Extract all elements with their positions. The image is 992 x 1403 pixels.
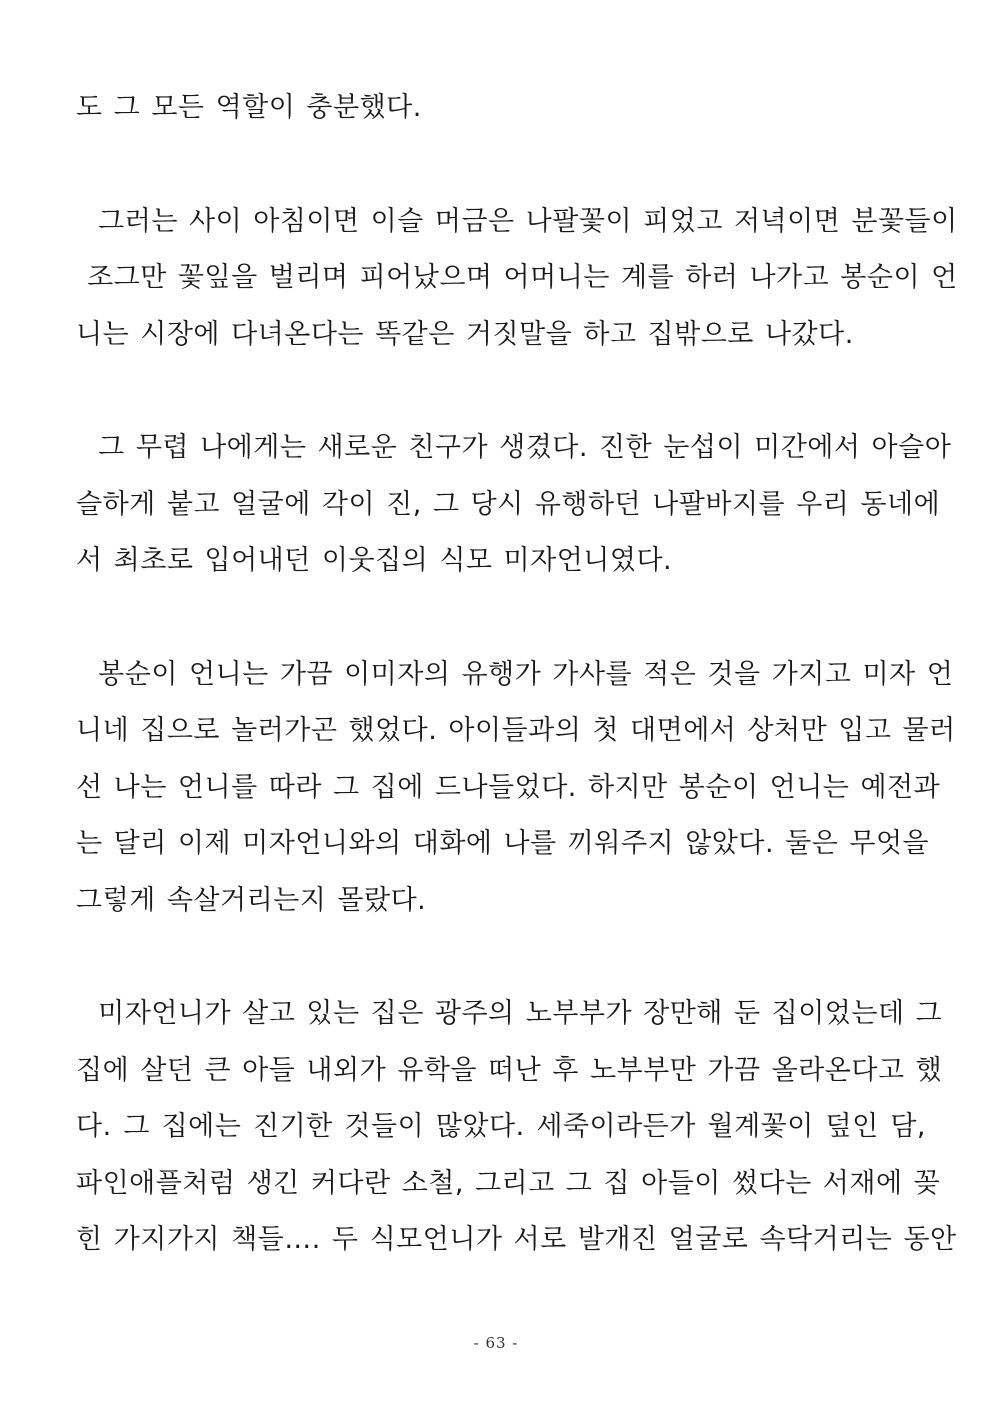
text-line: 미자언니가 살고 있는 집은 광주의 노부부가 장만해 둔 집이었는데 그 bbox=[76, 998, 943, 1029]
text-line: 그 무렵 나에게는 새로운 친구가 생겼다. 진한 눈섭이 미간에서 아슬아 bbox=[76, 432, 952, 463]
text-line: 니는 시장에 다녀온다는 똑같은 거짓말을 하고 집밖으로 나갔다. bbox=[76, 319, 854, 350]
text-line: 는 달리 이제 미자언니와의 대화에 나를 끼워주지 않았다. 둘은 무엇을 bbox=[76, 828, 930, 859]
text-line: 선 나는 언니를 따라 그 집에 드나들었다. 하지만 봉순이 언니는 예전과 bbox=[76, 772, 941, 803]
text-line: 슬하게 붙고 얼굴에 각이 진, 그 당시 유행하던 나팔바지를 우리 동네에 bbox=[76, 489, 941, 520]
page-number: - 63 - bbox=[473, 1334, 519, 1352]
text-line: 집에 살던 큰 아들 내외가 유학을 떠난 후 노부부만 가끔 올라온다고 했 bbox=[76, 1055, 943, 1086]
text-line: 서 최초로 입어내던 이웃집의 식모 미자언니였다. bbox=[76, 545, 673, 576]
text-line: 파인애플처럼 생긴 커다란 소철, 그리고 그 집 아들이 썼다는 서재에 꽂 bbox=[76, 1168, 941, 1199]
text-line: 그렇게 속살거리는지 몰랐다. bbox=[76, 885, 427, 916]
text-line: 그러는 사이 아침이면 이슬 머금은 나팔꽃이 피었고 저녁이면 분꽃들이 bbox=[76, 206, 958, 237]
text-line: 다. 그 집에는 진기한 것들이 많았다. 세죽이라든가 월계꽃이 덮인 담, bbox=[76, 1111, 926, 1142]
text-line: 봉순이 언니는 가끔 이미자의 유행가 가사를 적은 것을 가지고 미자 언 bbox=[76, 659, 954, 690]
text-line: 니네 집으로 놀러가곤 했었다. 아이들과의 첫 대면에서 상처만 입고 물러 bbox=[76, 715, 956, 746]
text-line: 조그만 꽃잎을 벌리며 피어났으며 어머니는 계를 하러 나가고 봉순이 언 bbox=[76, 262, 958, 293]
text-line: 도 그 모든 역할이 충분했다. bbox=[76, 92, 422, 123]
text-line: 힌 가지가지 책들…. 두 식모언니가 서로 발개진 얼굴로 속닥거리는 동안 bbox=[76, 1224, 957, 1255]
